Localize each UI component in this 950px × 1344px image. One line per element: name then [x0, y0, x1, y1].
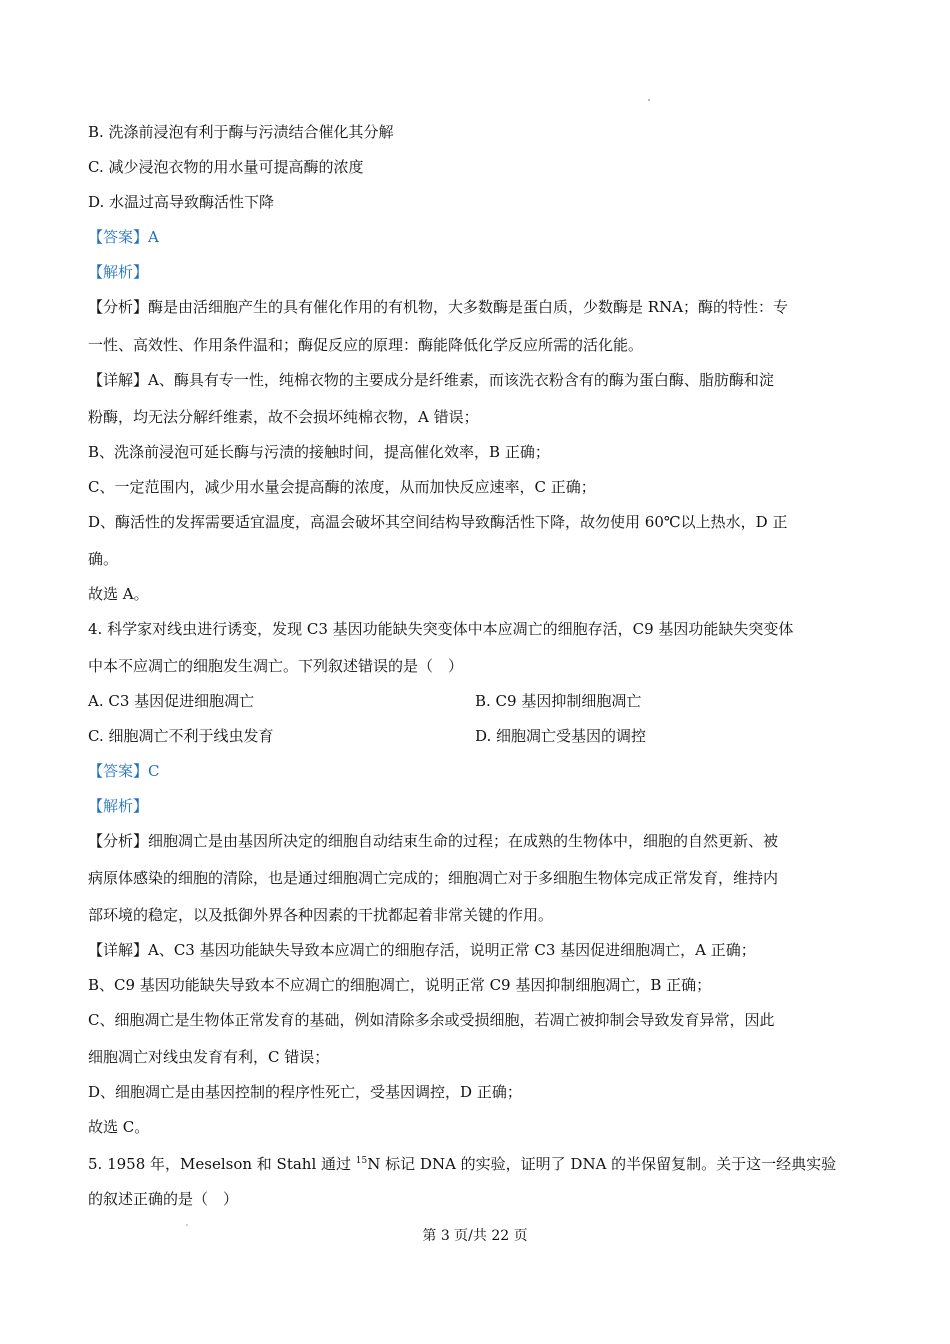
explanation-label-q4: 【解析】	[88, 797, 149, 815]
q4-option-d: D. 细胞凋亡受基因的调控	[475, 727, 647, 745]
isotope-superscript: 15	[355, 1156, 368, 1166]
option-c-line: C. 减少浸泡衣物的用水量可提高酶的浓度	[88, 158, 364, 176]
detail-line-4: C、一定范围内，减少用水量会提高酶的浓度，从而加快反应速率，C 正确；	[88, 478, 596, 496]
q4-option-b: B. C9 基因抑制细胞凋亡	[475, 692, 642, 710]
scan-speck	[648, 99, 650, 101]
q4-detail-line-2: B、C9 基因功能缺失导致本不应凋亡的细胞凋亡，说明正常 C9 基因抑制细胞凋亡，B 正确；	[88, 976, 712, 994]
analysis-line-1: 【分析】酶是由活细胞产生的具有催化作用的有机物，大多数酶是蛋白质，少数酶是 RNA；酶的特性：专	[88, 298, 789, 316]
q4-analysis-line-1: 【分析】细胞凋亡是由基因所决定的细胞自动结束生命的过程；在成熟的生物体中，细胞的自然更新、被	[88, 832, 779, 850]
question-4-line-1: 4. 科学家对线虫进行诱变，发现 C3 基因功能缺失突变体中本应凋亡的细胞存活，C9 基因功能缺失突变体	[88, 620, 794, 638]
option-b-line: B. 洗涤前浸泡有利于酶与污渍结合催化其分解	[88, 123, 394, 141]
question-5-line-2: 的叙述正确的是（ ）	[88, 1190, 239, 1208]
detail-line-2: 粉酶，均无法分解纤维素，故不会损坏纯棉衣物，A 错误；	[88, 408, 479, 426]
question-5-line-1	[88, 1154, 878, 1174]
question-4-line-2: 中本不应凋亡的细胞发生凋亡。下列叙述错误的是（ ）	[88, 657, 464, 675]
q4-options-row-1	[88, 691, 878, 711]
explanation-label: 【解析】	[88, 263, 149, 281]
q4-analysis-line-3: 部环境的稳定，以及抵御外界各种因素的干扰都起着非常关键的作用。	[88, 906, 554, 924]
detail-line-3: B、洗涤前浸泡可延长酶与污渍的接触时间，提高催化效率，B 正确；	[88, 443, 550, 461]
q4-detail-line-3: C、细胞凋亡是生物体正常发育的基础，例如清除多余或受损细胞，若凋亡被抑制会导致发育异常，因此	[88, 1011, 775, 1029]
detail-line-6: 确。	[88, 550, 119, 568]
page-footer: 第 3 页/共 22 页	[422, 1228, 528, 1244]
q4-detail-line-4: 细胞凋亡对线虫发育有利，C 错误；	[88, 1048, 330, 1066]
q5-text-start: 5. 1958 年，Meselson 和 Stahl 通过	[88, 1155, 356, 1173]
conclusion-line: 故选 A。	[88, 585, 149, 603]
detail-line-1: 【详解】A、酶具有专一性，纯棉衣物的主要成分是纤维素，而该洗衣粉含有的酶为蛋白酶、脂肪酶和淀	[88, 371, 774, 389]
answer-label-q4: 【答案】C	[88, 762, 160, 780]
q4-option-a: A. C3 基因促进细胞凋亡	[88, 692, 255, 710]
q4-analysis-line-2: 病原体感染的细胞的清除，也是通过细胞凋亡完成的；细胞凋亡对于多细胞生物体完成正常发育，维持内	[88, 869, 779, 887]
q4-conclusion-line: 故选 C。	[88, 1118, 150, 1136]
detail-line-5: D、酶活性的发挥需要适宜温度，高温会破坏其空间结构导致酶活性下降，故勿使用 60℃以上热水，D 正	[88, 513, 788, 531]
q4-options-row-2	[88, 726, 878, 746]
q4-option-c: C. 细胞凋亡不利于线虫发育	[88, 727, 274, 745]
option-d-line: D. 水温过高导致酶活性下降	[88, 193, 275, 211]
q4-detail-line-1: 【详解】A、C3 基因功能缺失导致本应凋亡的细胞存活，说明正常 C3 基因促进细胞凋亡，A 正确；	[88, 941, 756, 959]
q5-text-end: N 标记 DNA 的实验，证明了 DNA 的半保留复制。关于这一经典实验	[367, 1155, 837, 1173]
analysis-line-2: 一性、高效性、作用条件温和；酶促反应的原理：酶能降低化学反应所需的活化能。	[88, 336, 644, 354]
q4-detail-line-5: D、细胞凋亡是由基因控制的程序性死亡，受基因调控，D 正确；	[88, 1083, 522, 1101]
answer-label: 【答案】A	[88, 228, 159, 246]
